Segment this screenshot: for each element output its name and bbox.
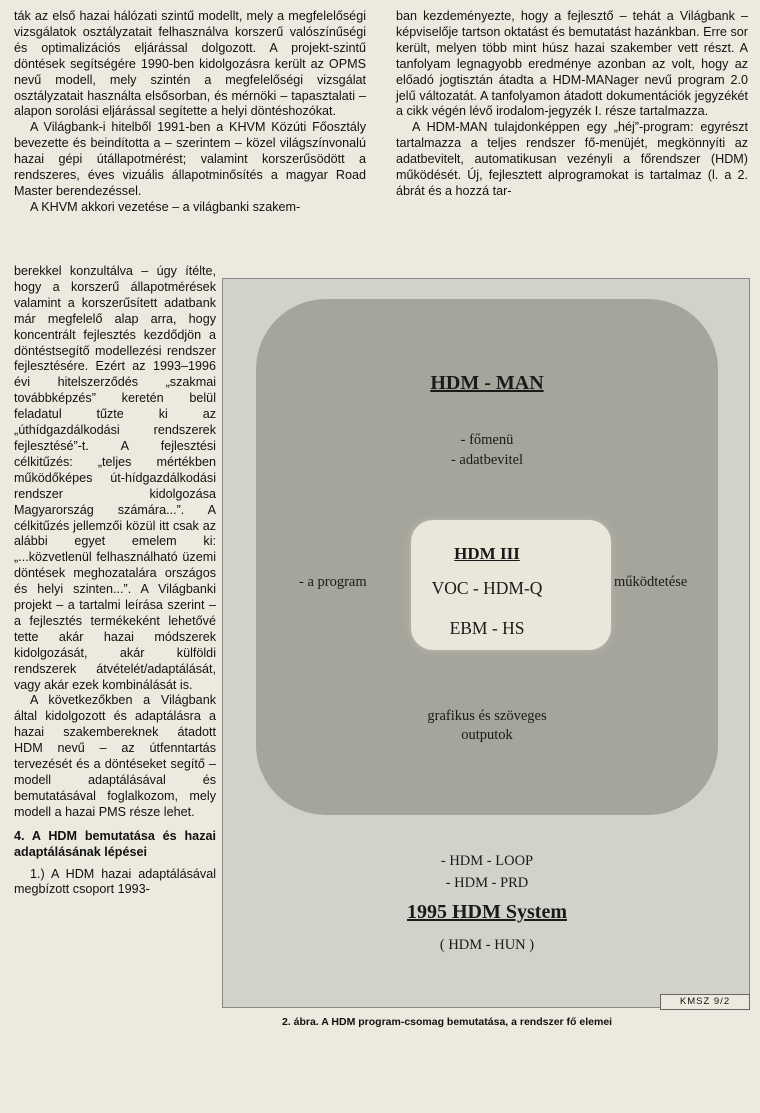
figure-diagram [222,278,750,1008]
figure-hun: ( HDM - HUN ) [439,937,535,953]
figure-prd: - HDM - PRD [445,875,529,891]
paragraph: A következőkben a Világbank által kidolgozott és adaptálásra a hazai szakembereknek átadott HDM nevű – az útfenntartás tervezését és a döntéseket segítő – modell adaptálásával és bemutatásával foglalkozom, mely modell a hazai PMS része lehet. [14,693,216,819]
figure-outputs-line1: grafikus és szöveges [427,708,547,724]
figure-caption: 2. ábra. A HDM program-csomag bemutatása, a rendszer fő elemei [282,1016,613,1028]
inner-line-voc: VOC - HDM-Q [431,578,543,598]
figure-item-input: - adatbevitel [450,452,524,468]
paragraph: A KHVM akkori vezetése – a világbanki szakem- [30,199,301,214]
figure-item-menu: - főmenü [460,432,514,448]
figure-loop: - HDM - LOOP [440,853,534,869]
figure-system-title: 1995 HDM System [407,901,567,923]
inner-line-ebm: EBM - HS [449,618,525,638]
section-heading: 4. A HDM bemutatása és hazai adaptálásának lépései [14,828,216,859]
figure-left-label: - a program [299,574,367,590]
paragraph: ták az első hazai hálózati szintű modellt, mely a megfelelőségi vizsgálatok osztályzatait felhasználva korszerű valószínűségi és optimalizációs eljárással dolgozott. A projekt-szintű döntések segítségére 1990-ben kidolgozásra került az OPMS nevű modell, mely szintén a megfelelőségi vizsgálat osztályzatait használta elsősorban, és mérnöki – tapasztalati – alapon sorolási eljárással segítette a helyi döntéshozókat. [14,9,366,119]
paragraph: berekkel konzultálva – úgy ítélte, hogy a korszerű állapotmérések valamint a korszerűsített adatbank már megfelelő alap arra, hogy koncentrált fejlesztés kezdődjön a döntéstsegítő modellezési rendszer fejlesztésére. Ezért az 1993–1996 évi hitelszerződés „szakmai továbbképzés” keretén belül feladatul tűzte ki az „úthídgazdálkodási rendszerek fejlesztésé”-t. A fejlesztési célkitűzés: „teljes mértékben működőképes út-hídgazdálkodási rendszer kidolgozása Magyarország számára...”. A célkitűzés jellemzői közül itt csak az alábbi egyet emelem ki: „...közvetlenül felhasználható üzemi döntések meghozatalára országos és helyi szinten...”. A Világbanki projekt – a tartalmi leírása szerint – a fejlesztés termékeként lehetővé tette akár hazai módszerek kidolgozását, akár külföldi rendszerek átvételét/adaptálását, vagy akár ezek kombinálását is. [14,264,216,692]
paragraph: ban kezdeményezte, hogy a fejlesztő – tehát a Világbank – képviselője tartson oktatást és bemutatást hazánkban. Erre sor került, melyen több mint húsz hazai szakember vett részt. A tanfolyam legnagyobb eredménye azonban az volt, hogy az előadó jogtisztán átadta a HDM-MANager nevű program 2.0 jelű változatát. A tanfolyamon átadott dokumentációk jegyzékét a cikk végén lévő irodalom-jegyzék I. része tartalmazza. [396,9,748,119]
inner-title: HDM III [454,544,520,563]
figure-badge: KMSZ 9/2 [660,994,750,1010]
figure-title: HDM - MAN [430,372,544,394]
text-column-right-top [396,9,748,200]
paragraph: 1.) A HDM hazai adaptálásával megbízott csoport 1993- [14,866,216,897]
text-column-left-top [14,9,366,216]
paragraph: A HDM-MAN tulajdonképpen egy „héj”-program: egyrészt tartalmazza a teljes rendszer fő-menüjét, megkönnyíti az adatbevitelt, automatikusan vezényli a főrendszer (HDM) működését. Új, fejlesztett alprogramokat is tartalmaz (l. a 2. ábrát és a hozzá tar- [396,120,748,198]
paragraph: A Világbank-i hitelből 1991-ben a KHVM Közúti Főosztály bevezette és beindította a – szerintem – közel világszínvonalú hazai gépi útállapotmérést; valamint korszerűsödött a rendszeres, éves vizuális állapotminősítés a magyar Road Master berendezéssel. [14,120,366,198]
text-column-left-narrow [14,264,216,898]
figure-outputs-line2: outputok [461,727,513,743]
figure-right-label: működtetése [614,574,688,590]
